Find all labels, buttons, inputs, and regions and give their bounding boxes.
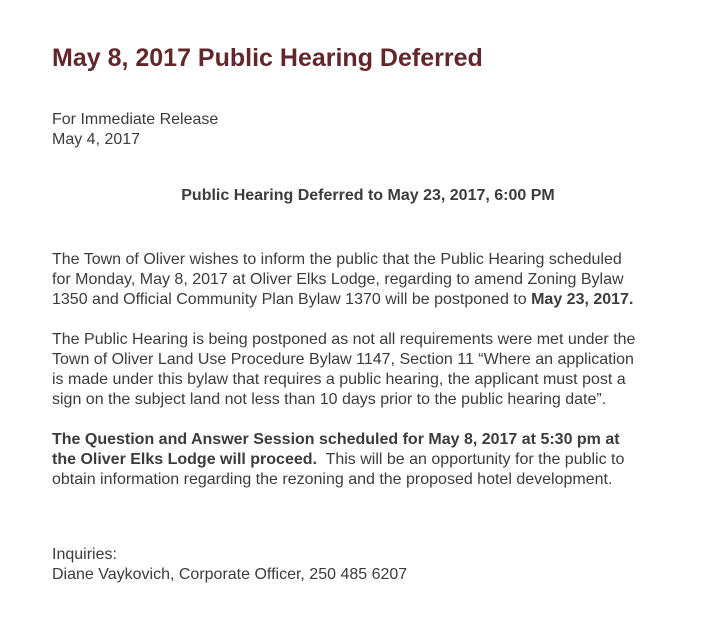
paragraph-line: The Town of Oliver wishes to inform the public that the Public Hearing scheduled: [52, 251, 622, 268]
paragraph-text: 1350 and Official Community Plan Bylaw 1370 will be postponed to: [52, 291, 532, 308]
new-hearing-date-emphasis: May 23, 2017.: [531, 291, 634, 308]
paragraph-line: [52, 450, 684, 470]
inquiries-label: Inquiries:: [52, 546, 117, 563]
paragraph-line: Town of Oliver Land Use Procedure Bylaw 1147, Section 11 “Where an application: [52, 351, 634, 368]
page-title: May 8, 2017 Public Hearing Deferred: [52, 44, 483, 72]
release-label: For Immediate Release: [52, 111, 219, 128]
paragraph-text: This will be an opportunity for the public to: [316, 451, 625, 468]
deferred-subheading: Public Hearing Deferred to May 23, 2017, 6:00 PM: [181, 187, 555, 204]
release-info: [52, 110, 684, 150]
release-date: May 4, 2017: [52, 131, 141, 148]
paragraph-reason: [52, 330, 684, 410]
paragraph-line: for Monday, May 8, 2017 at Oliver Elks Lodge, regarding to amend Zoning Bylaw: [52, 271, 624, 288]
paragraph-line: The Public Hearing is being postponed as not all requirements were met under the: [52, 331, 636, 348]
contact-line: Diane Vaykovich, Corporate Officer, 250 485 6207: [52, 566, 408, 583]
inquiries-section: [52, 545, 684, 585]
paragraph-qa-session: [52, 430, 684, 490]
paragraph-postponement: [52, 250, 684, 310]
paragraph-line: sign on the subject land not less than 10 days prior to the public hearing date”.: [52, 391, 607, 408]
paragraph-line: [52, 290, 684, 310]
qa-session-emphasis: The Question and Answer Session scheduled for May 8, 2017 at 5:30 pm at: [52, 431, 620, 448]
qa-session-emphasis: the Oliver Elks Lodge will proceed.: [52, 451, 317, 468]
paragraph-line: obtain information regarding the rezoning and the proposed hotel development.: [52, 471, 613, 488]
paragraph-line: is made under this bylaw that requires a public hearing, the applicant must post a: [52, 371, 626, 388]
